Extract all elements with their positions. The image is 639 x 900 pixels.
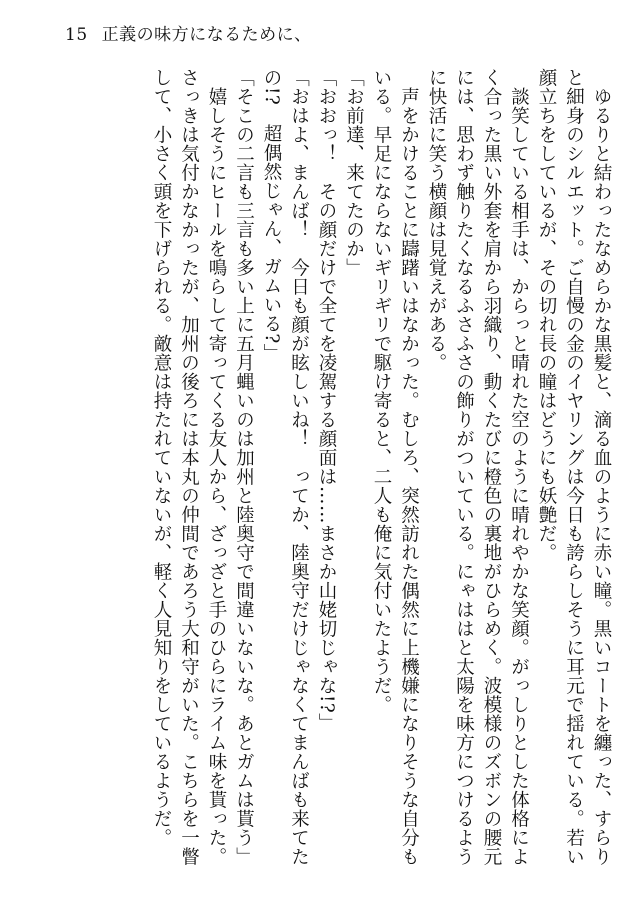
dialogue-line: 「お前達、来てたのか」 (343, 68, 365, 277)
paragraph: ゆるりと結わったなめらかな黒髪と、滴る血のように赤い瞳。黒いコートを纏った、すらりと細身のシルエット。ご自慢の金のイヤリングは今日も誇らしそうに耳元で揺れている。若い顔立ちをしているが、その切れ長の瞳はどうにも妖艶だ。 (536, 68, 612, 866)
paragraph: 声をかけることに躊躇いはなかった。むしろ、突然訪れた偶然に上機嫌になりそうな自分もいる。早足にならないギリギリで駆け寄ると、二人も俺に気付いたようだ。 (371, 68, 420, 866)
page-number: 15 (65, 25, 88, 45)
vertical-body-text (95, 68, 615, 878)
running-header (65, 20, 312, 45)
dialogue-line: 「そこの二言も三言も多い上に五月蝿いのは加州と陸奥守で間違いないな。あとガムは貰う」 (233, 68, 255, 866)
dialogue-line: 「おおっ！ その顔だけで全てを凌駕する顔面は……まさか山姥切じゃな!?」 (316, 68, 337, 733)
paragraph: 談笑している相手は、からっと晴れた空のように晴れやかな笑顔。がっしりとした体格によく合った黒い外套を肩から羽織り、動くたびに橙色の裏地がひらめく。波模様のズボンの腰元には、思わず触りたくなるふさふさの飾りがついている。にゃははと太陽を味方につけるように快活に笑う横顔は見覚えがある。 (426, 68, 530, 866)
running-title: 正義の味方になるために、 (101, 25, 312, 45)
paragraph: 嬉しそうにヒールを鳴らして寄ってくる友人から、ざっざと手のひらにライム味を貰った。さっきは気付かなかったが、加州の後ろには本丸の仲間であろう大和守がいた。こちらを一瞥して、小さく頭を下げられる。敵意は持たれていないが、軽く人見知りをしているようだ。 (151, 68, 227, 866)
dialogue-line: 「おはよ、まんば！ 今日も顔が眩しいね！ ってか、陸奥守だけじゃなくてまんばも来てたの!? 超偶然じゃん、ガムいる?」 (261, 68, 310, 866)
